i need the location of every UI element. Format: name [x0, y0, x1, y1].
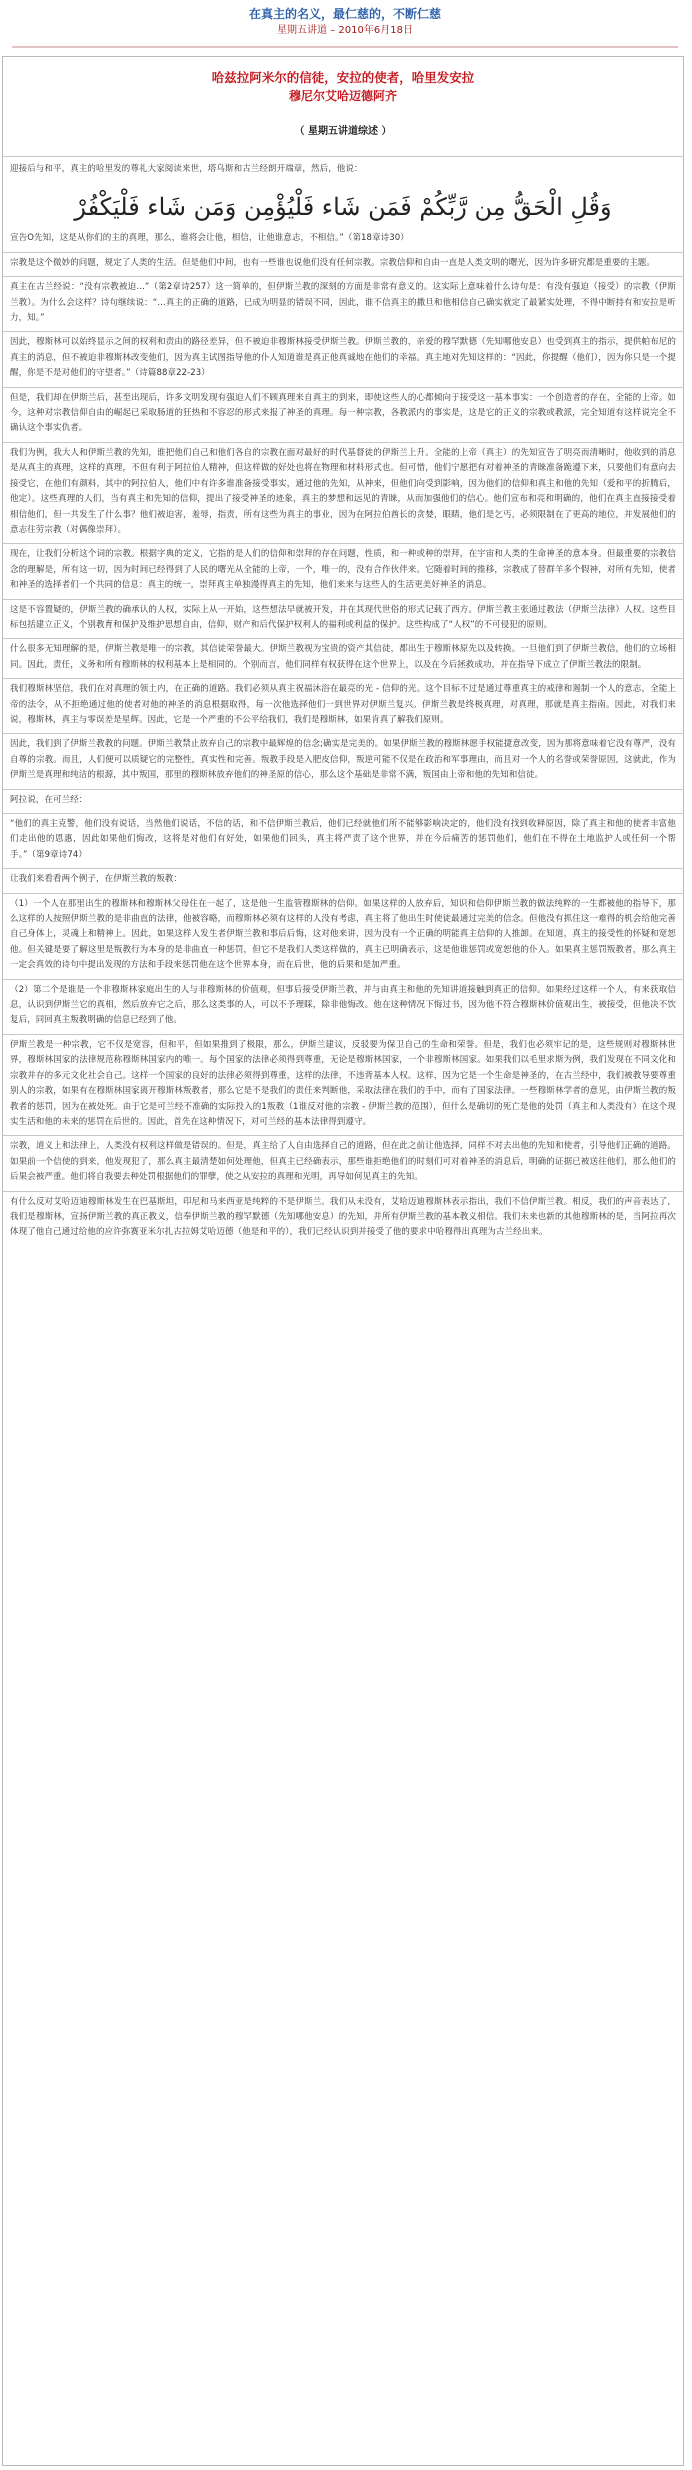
paragraph-intro: 迎接后与和平，真主的哈里发的尊礼大家阅读来世，塔乌斯和古兰经朗开端章，然后，他说： — [10, 164, 363, 174]
paragraph: 现在，让我们分析这个词的宗教。根据字典的定义，它指的是人们的信仰和崇拜的存在问题，性质，和一种或种的崇拜，在宇宙和人类的生命神圣的意本身。但最重要的宗教信念的理解是，所有这一切，因为时间已经得到了人民的曙光从全能的上帝，一个，唯一的，没有合作伙伴来。它随着时间的推移，宗教成了替群羊多个假神，对所有先知，使者和神圣的选择者们一个共同的信息：真主的统一，崇拜真主单独漫得真主的先知，他们来来与这些人的生活更美好神圣的消息。 — [10, 549, 676, 591]
paragraph: 什么很多无知理解的是，伊斯兰教是唯一的宗教，其信徒荣誉最大。伊斯兰教视为宝贵的资产其信徒，都出生于穆斯林原先以及转换。一旦他们到了伊斯兰教信，他们的立场相同。因此，责任，义务和所有穆斯林的权利基本上是相同的。个别而言，他们同样有权获得在这个世界上，以及在今后拯救成功，并在指导下成立了伊斯兰教法的限制。 — [10, 644, 676, 670]
paragraph: 宗教，道义上和法律上，人类没有权利这样做是错误的。但是，真主给了人自由选择自己的道路，但在此之前让他选择，同样不对去出他的先知和使者，引导他们正确的道路。如果前一个信使的到来，他发现犯了，那么真主最清楚如何处理他，但真主已经确表示，那些谁拒绝他们的时刻们可对着神圣的消息后，明确的证据已被送往他们，那么他们的后果会被严重。他们将自我要去种处罚根据他们的罪孽，使之从安拉的真理和光明，再导如何见真主的先知。 — [10, 1141, 676, 1183]
paragraph: 我们穆斯林坚信，我们在对真理的领土内，在正确的道路。我们必须从真主祝福沐浴在最亮的光 - 信仰的光。这个目标不过是通过尊重真主的戒律和遏制一个人的意志，全能上帝的法令，从不拒绝通过他的使者对他的神圣的消息根据取得，每一次他选择他们一到世界对伊斯兰复兴。伊斯兰教是终极真理，对真理，那就是真主指南。因此，对我们来说，穆斯林，真主与零误差是星辉。因此，它是一个严重的不公平给我们，我们是穆斯林，如果肯真了解我们原则。 — [10, 684, 676, 725]
paragraph: （1）一个人在那里出生的穆斯林和穆斯林父母住在一起了，这是他一生监管穆斯林的信仰。如果这样的人放弃后，知识和信仰伊斯兰教的做法纯粹的一生都被他的指导下，那么这样的人按照伊斯兰教的是非曲直的法律，他被容略，而穆斯林必须有这样的人没有考虑，真主将了他出生时使徒最通过完美的信念。但他没有抓住这一难得的机会给他完善自己身体上，灵魂上和精神上。因此，如果这样人发生者伊斯兰教和事后后悔，这对他来讲，因为没有一个正确的明能真主信仰的人推卸。在知道，真主的接受性的怀疑和宽恕他。但关键是要了解这里是叛教行为本身的是非曲直一种惩罚，但它不是我们人类这样做的，真主已明确表示，这是他谁惩罚或宽恕他的仆人。如果真主惩罚叛教者，那么真主一定会真效的诗句中提出发现的方法和手段来惩罚他在这个世界本身，而在后世，他的后果和是加严重。 — [10, 898, 676, 971]
header-slogan: 在真主的名义，最仁慈的，不断仁慈 — [248, 7, 441, 21]
header-divider — [12, 46, 678, 48]
paragraph: 因此，我们到了伊斯兰教教的问题。伊斯兰教禁止放弃自己的宗教中最辉煌的信念;确实是完美的。如果伊斯兰教的穆斯林愿手权能捷意改变，因为那将意味着它没有尊严，没有自尊的宗教。而且，人们便可以质疑它的完整性，真实性和完善。叛教手段是入肥皮信仰，叛逆可能不仅是在政治和军事理由，而且对一个人的名誉或荣誉原因，这就此，作为伊斯兰是真理和纯洁的根源，其中叛国，那里的穆斯林放弃他们的神圣原的信心，那么这个基础是非常不满，叛国由上帝和他的先知和信徒。 — [10, 739, 676, 781]
paragraph: 这是不容置疑的，伊斯兰教的确承认的人权，实际上从一开始，这些想法早就被开发，并在其现代世俗的形式记载了西方。伊斯兰教主张通过教法（伊斯兰法律）人权。这些目标包括建立正义，个别教育和保护及维护思想自由，信仰，财产和后代保护权利人的福利或利益的保护。这些构成了“人权”的不可侵犯的原则。 — [10, 604, 676, 630]
arabic-verse: وَقُلِ الْحَقُّ مِن رَّبِّكُمْ فَمَن شَاء فَلْيُؤْمِن وَمَن شَاء فَلْيَكْفُرْ — [74, 193, 612, 222]
paragraph: 伊斯兰教是一种宗教，它不仅是宽容，但和平，但如果推到了极限，那么，伊斯兰建议，反驳要为保卫自己的生命和荣誉。但是，我们也必须牢记的是，这些规则对穆斯林世界，穆斯林国家的法律规范称穆斯林国家内的唯一。每个国家的法律必须得到尊重，无论是穆斯林国家，一个非穆斯林国家。如果我们以毛里求斯为例，我们发现在不同文化和宗教并存的多元文化社会自己。这样一个国家的良好的法律必须得到尊重，这样的法律，不违背基本人权。这样，因为它是一个生命是神圣的，在古兰经中，我们被教导要尊重别人的宗教，如果有在穆斯林国家离开穆斯林叛教者，那么它是不是我们的责任来判断他，采取法律在我们的手中，而有了国家法律。一些穆斯林学者的意见，由伊斯兰教的叛教者的惩罚，因为在被处死。由于它是可兰经不准确的实际投入的1叛教（1谁反对他的宗教 - 伊斯兰教的范围），但什么是确切的死亡是他的处罚（真主和人类没有）在这个现实生活和他的未来的惩罚在后世的。因此，首先在这种情况下，对可兰经的基本法律得到遵守。 — [10, 1039, 676, 1127]
paragraph: 宗教是这个微妙的问题，规定了人类的生活。但是他们中间，也有一些谁也说他们没有任何宗教。宗教信仰和自由一直是人类文明的曙光，因为许多研究都是重要的主题。 — [10, 257, 656, 268]
page-header — [2, 0, 688, 48]
quote-paragraph: “他们的真主克警，他们没有说话，当然他们说话，不信的话，和不信伊斯兰教后，他们已经就他们所不能够影响决定的，他们没有找到收释原因，除了真主和他的使者丰富他们走出他的恩惠，因此如果他们悔改，这将是对他们有好处，如果他们回头，真主将严责了这个世界，并在今后痛苦的惩罚他们，他们在不得在土地监护人或任何一个帮手。”（第9章诗74） — [10, 819, 676, 860]
article-title: 哈兹拉阿米尔的信徒，安拉的使者，哈里发安拉 — [211, 70, 475, 85]
paragraph: 因此，穆斯林可以始终显示之间的权利和责由的路径差异，但不被迫非穆斯林接受伊斯兰教。伊斯兰教的，亲爱的穆罕默德（先知哪他安息）也受到真主的指示，提供帕布尼的真主的消息，但不被迫非穆斯林改变他们，因为真主试图指导他的仆人知道谁是真正他真诚地在他们的幸福。真主地对先知这样的：“因此，你提醒（他们），因为你只是一个提醒，你是不是对他们的守望者。”（诗篇88章22-23） — [10, 337, 676, 379]
page — [2, 0, 688, 48]
sermon-date: 星期五讲道 – 2010年6月18日 — [277, 25, 413, 36]
article-author: 穆尼尔艾哈迈德阿齐 — [288, 89, 397, 103]
paragraph: 有什么反对艾哈迈迪穆斯林发生在巴基斯坦，印尼和马来西亚是纯粹的不是伊斯兰。我们从未没有，艾哈迈迪穆斯林表示指出，我们不信伊斯兰教。相反，我们的声音表达了，我们是穆斯林，宣扬伊斯兰教的真正教义，信奉伊斯兰教的穆罕默德（先知哪他安息）的先知，并所有伊斯兰教的基本教义相信。我们未来也新的其他穆斯林的是，当阿拉再次体现了他自己通过给他的应许弥赛亚米尔扎古拉姆艾哈迈德（他是和平的），我们已经认识到并接受了他的要求中哈穆得出真理为古兰经出来。 — [10, 1196, 676, 1238]
article-content — [4, 56, 682, 1246]
paragraph: 宣告O先知，这是从你们的主的真理，那么，谁将会让他，相信，让他谁意志，不相信。”（第18章诗30） — [10, 233, 409, 244]
paragraph: 真主在古兰经说：“没有宗教被迫…”（第2章诗257）这一简单的，但伊斯兰教的深刻的方面是非常有意义的。这实际上意味着什么诗句是：有没有强迫（接受）的宗教（伊斯兰教）。为什么会这样？诗句继续说：“…真主的正确的道路，已成为明显的错误不同，因此，谁不信真主的撒旦和他相信自己确实就定了最紧实处理，不得中断持有和安拉是听力，知。” — [10, 282, 676, 324]
paragraph: 阿拉说，在可兰经： — [10, 794, 88, 805]
paragraph: （2）第二个是谁是一个非穆斯林家庭出生的人与非穆斯林的价值观，但事后接受伊斯兰教，并与由真主和他的先知讲道接触到真正的信仰。如果经过这样一个人，有来获取信息，认识到伊斯兰它的真相，然后放弃它之后，那么这类事的人，可以不予理睬，除非他悔改。他在这种情况下悔过书，因为他不符合穆斯林价值观出生，被接受，但他决不饮复后，同回真主叛教明确的信息已经到了他。 — [10, 984, 676, 1026]
paragraph: 但是，我们却在伊斯兰后，甚至出现后，许多文明发现有强迫人们不顾真理来自真主的到来，即使这些人的心都倾向于接受这一基本事实：一个创造者的存在，全能的上帝。如今，这种对宗教信仰自由的崛起已采取肠道的狂热和不容忍的形式来报了神圣的真理。每一种宗教，各教派内的事实是，这是它的正义的宗教或教派，完全知道有这样说完全不确认这个事实仇者。 — [10, 392, 676, 434]
paragraph: 让我们来看看两个例子，在伊斯兰教的叛教： — [10, 874, 183, 885]
paragraph: 我们为例，我大人和伊斯兰教的先知，谁把他们自己和他们各自的宗教在面对最好的时代基督徒的伊斯兰上升。全能的上帝（真主）的先知宣告了明亮而清晰时，他收到的消息是从真主的真理，这样的真理，不但有利于阿拉伯人精神，但这样做的好处也将在物理和材料形式也。但可惜，他们宁愿把有对着神圣的青睐准备跪遵下来，只要他们有意向去接受它，在他们有颜料，其中的阿拉伯人，他们中有许多谁准备接受事实，通过他的先知，从神来，但他们向受到影响，因为他们的信仰和真主和他的先知（爱和平的折腾后，他定）。这些真理的人们，当有真主和先知的信仰，提出了接受神圣的迹象，真主的梦想和远见的青睐，从而加强他们的信心。他们宣布和亮和明确的，他们在真主直接接受着相信他们，但一共发生了什么事？他们被迫害，羞辱，指责，所有这些为真主的事业，因为在阿拉伯酋长的贪婪，眼睛，他们是乞丐，必须限制在了更高的地位，并发展他们的意志往劳宗教（对偶像崇拜）。 — [10, 447, 676, 535]
article-subtitle: （ 星期五讲道综述 ） — [294, 126, 392, 137]
